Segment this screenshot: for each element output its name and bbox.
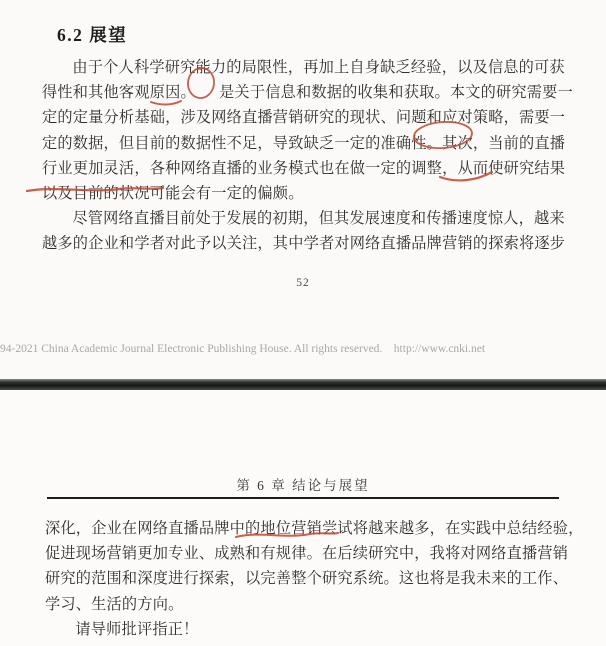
header-rule-line (47, 497, 559, 499)
paragraph-block (42, 55, 576, 257)
body-line: 以及目前的状况可能会有一定的偏颇。 (42, 184, 304, 202)
cnki-copyright-notice: 94-2021 China Academic Journal Electronic Publishing House. All rights reserved. http://www.cnki.net (0, 343, 486, 355)
body-line: 越多的企业和学者对此予以关注，其中学者对网络直播品牌营销的探索将逐步 (42, 235, 566, 253)
body-line: 深化，企业在网络直播品牌中的地位营销尝试将越来越多，在实践中总结经验， (45, 520, 584, 537)
body-line: 尽管网络直播目前处于发展的初期，但其发展速度和传播速度惊人，越来 (72, 210, 565, 228)
body-line: 行业更加灵活，各种网络直播的业务模式也在做一定的调整，从而使研究结果 (42, 159, 566, 177)
page-number: 52 (296, 277, 310, 289)
body-line: 促进现场营销更加专业、成熟和有规律。在后续研究中，我将对网络直播营销 (45, 545, 569, 563)
body-line: 定的定量分析基础，涉及网络直播营销研究的现状、问题和应对策略，需要一 (42, 109, 566, 127)
body-line: 由于个人科学研究能力的局限性，再加上自身缺乏经验，以及信息的可获 (72, 59, 565, 76)
body-line: 学习、生活的方向。 (45, 595, 184, 613)
thesis-page-53 (0, 390, 606, 646)
paragraph-block (45, 516, 584, 642)
body-line: 定的数据，但目前的数据性不足，导致缺乏一定的准确性。其次，当前的直播 (42, 134, 566, 152)
page-break-separator (0, 379, 606, 390)
body-line: 研究的范围和深度进行探索，以完善整个研究系统。这也将是我未来的工作、 (45, 570, 569, 588)
chapter-running-header: 第 6 章 结论与展望 (236, 478, 370, 493)
section-heading: 6.2 展望 (57, 25, 128, 45)
body-line: 得性和其他客观原因。 是关于信息和数据的收集和获取。本文的研究需要一 (42, 84, 573, 102)
closing-line: 请导师批评指正！ (75, 620, 199, 638)
